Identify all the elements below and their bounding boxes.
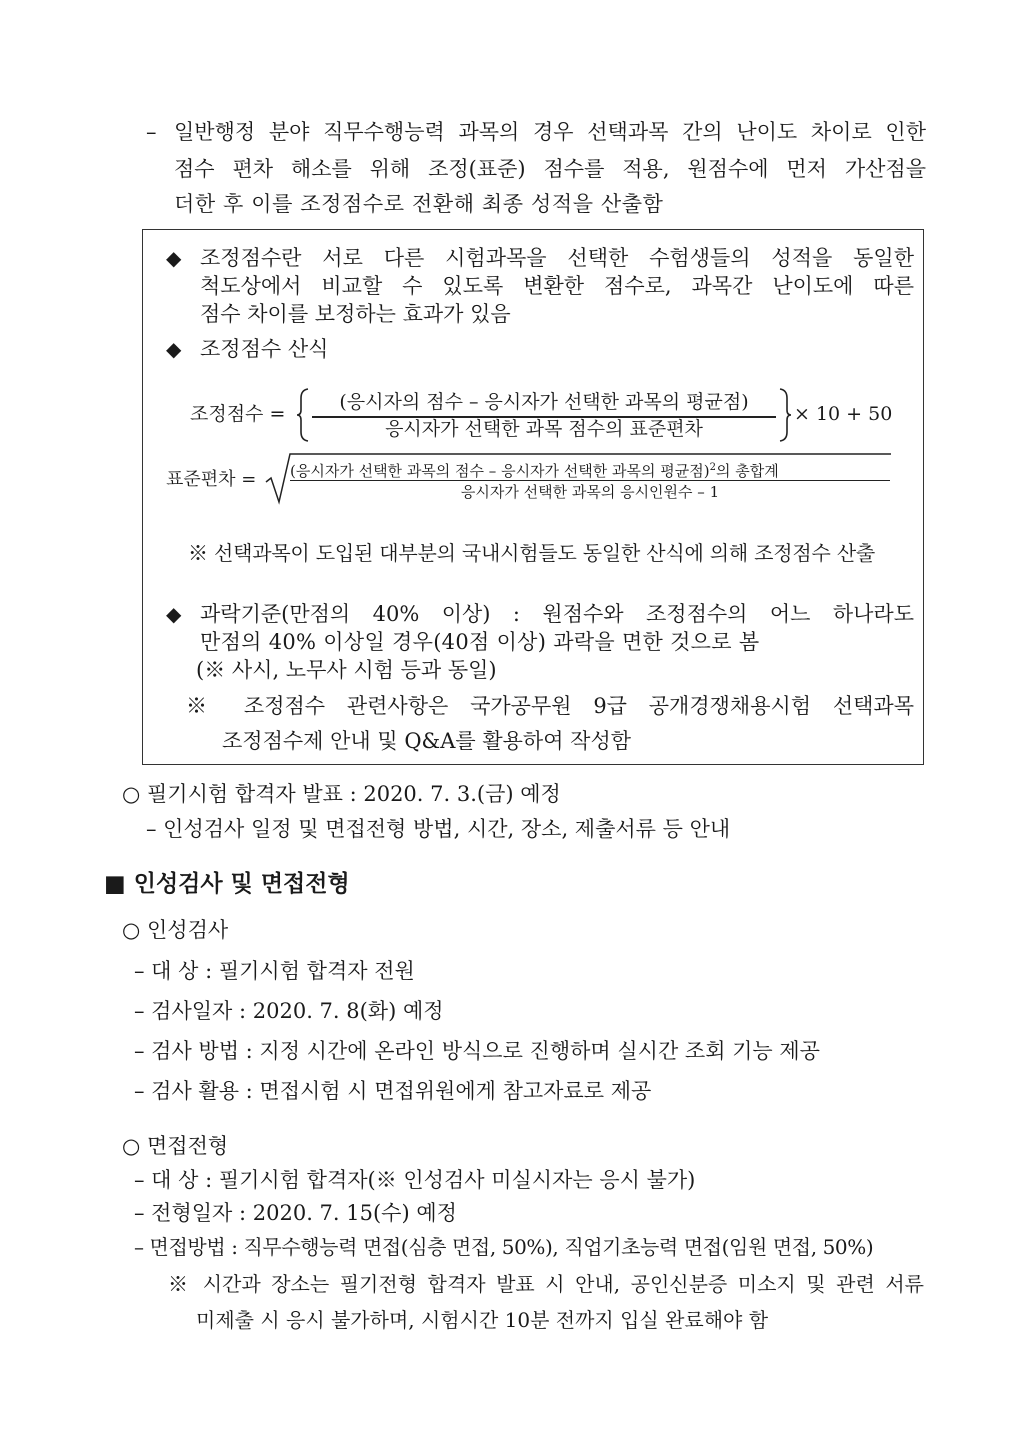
interview-item-method: – 면접방법 : 직무수행능력 면접(심층 면접, 50%), 직업기초능력 면접(임원 면접, 50%) — [134, 1235, 874, 1259]
note-reference-line-2: 조정점수제 안내 및 Q&A를 활용하여 작성함 — [222, 729, 632, 753]
interview-note-line-2: 미제출 시 응시 불가하며, 시험시간 10분 전까지 입실 완료해야 함 — [196, 1308, 769, 1332]
formula1-tail: × 10 + 50 — [794, 403, 893, 425]
interview-item-target: – 대 상 : 필기시험 합격자(※ 인성검사 미실시자는 응시 불가) — [134, 1168, 696, 1192]
written-exam-announcement: ○ 필기시험 합격자 발표 : 2020. 7. 3.(금) 예정 — [122, 782, 561, 806]
interview-item-date: – 전형일자 : 2020. 7. 15(수) 예정 — [134, 1201, 457, 1225]
formula2-numerator-main: (응시자가 선택한 과목의 점수 – 응시자가 선택한 과목의 평균점) — [290, 462, 710, 480]
formula2-numerator — [290, 459, 890, 480]
personality-item-method: – 검사 방법 : 지정 시간에 온라인 방식으로 진행하며 실시간 조회 기능 제공 — [134, 1039, 820, 1063]
personality-item-target: – 대 상 : 필기시험 합격자 전원 — [134, 959, 415, 983]
formula1-numerator: (응시자의 점수 – 응시자가 선택한 과목의 평균점) — [339, 391, 749, 413]
definition-line-3: 점수 차이를 보정하는 효과가 있음 — [200, 302, 511, 326]
intro-line-3: 더한 후 이를 조정점수로 전환해 최종 성적을 산출함 — [174, 192, 664, 216]
formula2-numerator-tail: 의 총합계 — [715, 462, 779, 480]
intro-line-1: 일반행정 분야 직무수행능력 과목의 경우 선택과목 간의 난이도 차이로 인한 — [174, 120, 926, 144]
pass-criteria-line-3: (※ 사시, 노무사 시험 등과 동일) — [196, 658, 497, 682]
right-brace-icon — [778, 388, 792, 442]
announcement-detail: – 인성검사 일정 및 면접전형 방법, 시간, 장소, 제출서류 등 안내 — [146, 817, 731, 841]
pass-criteria-line-1: 과락기준(만점의 40% 이상) : 원점수와 조정점수의 어느 하나라도 — [200, 602, 914, 626]
personality-test-title: ○ 인성검사 — [122, 918, 229, 942]
intro-line-2: 점수 편차 해소를 위해 조정(표준) 점수를 적용, 원점수에 먼저 가산점을 — [174, 157, 926, 181]
personality-item-usage: – 검사 활용 : 면접시험 시 면접위원에게 참고자료로 제공 — [134, 1079, 652, 1103]
diamond-bullet-icon: ◆ — [166, 337, 182, 361]
note-common-formula: ※ 선택과목이 도입된 대부분의 국내시험들도 동일한 산식에 의해 조정점수 산출 — [188, 541, 876, 565]
personality-item-date: – 검사일자 : 2020. 7. 8(화) 예정 — [134, 999, 444, 1023]
formula1-denominator: 응시자가 선택한 과목 점수의 표준편차 — [385, 418, 703, 440]
formula-heading: 조정점수 산식 — [200, 337, 329, 361]
pass-criteria-line-2: 만점의 40% 이상일 경우(40점 이상) 과락을 면한 것으로 봄 — [200, 630, 760, 654]
formula2-exponent: 2 — [709, 462, 716, 473]
formula1-label: 조정점수 = — [190, 403, 286, 425]
note-reference-line-1: ※ 조정점수 관련사항은 국가공무원 9급 공개경쟁채용시험 선택과목 — [186, 694, 914, 718]
definition-line-1: 조정점수란 서로 다른 시험과목을 선택한 수험생들의 성적을 동일한 — [200, 246, 914, 270]
intro-dash: – — [146, 120, 157, 144]
formula2-fraction-bar — [290, 480, 890, 481]
diamond-bullet-icon: ◆ — [166, 246, 182, 270]
diamond-bullet-icon: ◆ — [166, 602, 182, 626]
left-brace-icon — [296, 388, 310, 442]
definition-line-2: 척도상에서 비교할 수 있도록 변환한 점수로, 과목간 난이도에 따른 — [200, 274, 914, 298]
formula2-label: 표준편차 = — [166, 469, 257, 490]
interview-note-line-1: ※ 시간과 장소는 필기전형 합격자 발표 시 안내, 공인신분증 미소지 및 관련 서류 — [168, 1272, 924, 1296]
section-title: ■ 인성검사 및 면접전형 — [104, 871, 350, 897]
formula2-denominator: 응시자가 선택한 과목의 응시인원수 – 1 — [460, 483, 720, 501]
interview-title: ○ 면접전형 — [122, 1134, 229, 1158]
